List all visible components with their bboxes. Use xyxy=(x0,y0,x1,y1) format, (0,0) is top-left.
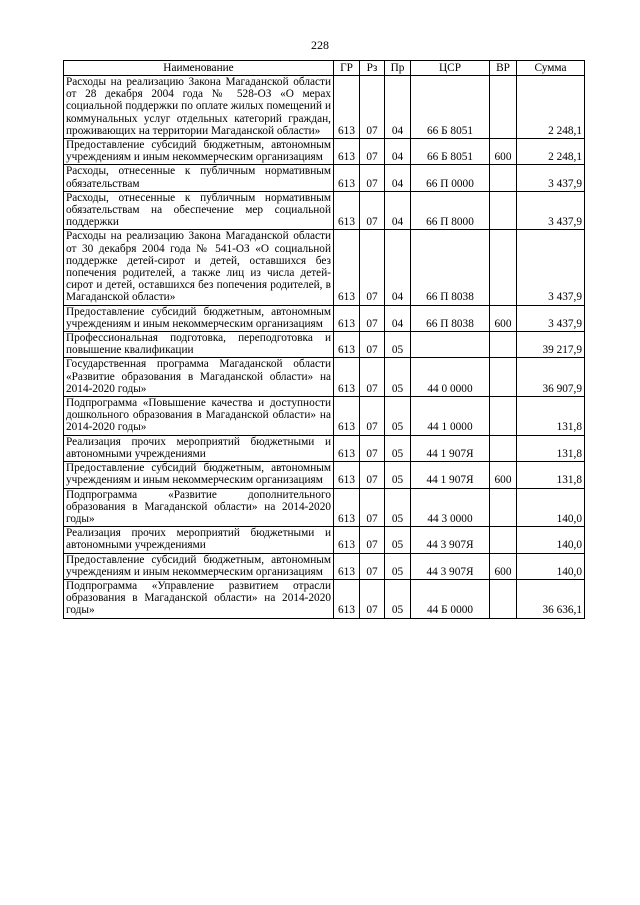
row-gr: 613 xyxy=(334,397,360,436)
row-vr xyxy=(490,76,517,139)
row-rz: 07 xyxy=(360,76,385,139)
header-vr: ВР xyxy=(490,61,517,76)
table-header-row xyxy=(64,61,585,76)
row-vr xyxy=(490,435,517,461)
table-row xyxy=(64,165,585,191)
header-csr: ЦСР xyxy=(411,61,490,76)
header-pr: Пр xyxy=(385,61,411,76)
page-number: 228 xyxy=(311,38,329,52)
row-sum: 2 248,1 xyxy=(517,76,585,139)
row-csr: 44 3 0000 xyxy=(411,488,490,527)
row-rz: 07 xyxy=(360,579,385,618)
table-row xyxy=(64,397,585,436)
row-rz: 07 xyxy=(360,397,385,436)
row-pr: 05 xyxy=(385,397,411,436)
budget-table xyxy=(63,60,585,619)
table-body xyxy=(64,76,585,619)
table-row xyxy=(64,230,585,305)
header-rz: Рз xyxy=(360,61,385,76)
row-sum: 3 437,9 xyxy=(517,191,585,230)
row-pr: 05 xyxy=(385,462,411,488)
row-name: Расходы на реализацию Закона Магаданской области от 28 декабря 2004 года № 528-ОЗ «О мерах социальной поддержки по оплате жилых помещений и коммунальных услуг отдельных категорий граждан, проживающих на территории Магаданской области» xyxy=(64,76,334,139)
row-csr: 44 3 907Я xyxy=(411,527,490,553)
table-row xyxy=(64,527,585,553)
row-sum: 131,8 xyxy=(517,462,585,488)
table-row xyxy=(64,139,585,165)
row-rz: 07 xyxy=(360,139,385,165)
row-gr: 613 xyxy=(334,305,360,331)
row-rz: 07 xyxy=(360,435,385,461)
row-rz: 07 xyxy=(360,488,385,527)
row-csr: 44 0 0000 xyxy=(411,358,490,397)
row-csr: 44 1 907Я xyxy=(411,462,490,488)
row-gr: 613 xyxy=(334,139,360,165)
row-pr: 04 xyxy=(385,165,411,191)
row-gr: 613 xyxy=(334,462,360,488)
row-pr: 05 xyxy=(385,332,411,358)
header-name: Наименование xyxy=(64,61,334,76)
row-csr: 66 Б 8051 xyxy=(411,76,490,139)
row-rz: 07 xyxy=(360,230,385,305)
row-sum: 39 217,9 xyxy=(517,332,585,358)
row-gr: 613 xyxy=(334,165,360,191)
table-row xyxy=(64,579,585,618)
row-name: Профессиональная подготовка, переподготовка и повышение квалификации xyxy=(64,332,334,358)
row-gr: 613 xyxy=(334,527,360,553)
table-row xyxy=(64,435,585,461)
row-name: Предоставление субсидий бюджетным, автономным учреждениям и иным некоммерческим организациям xyxy=(64,305,334,331)
row-pr: 05 xyxy=(385,527,411,553)
row-sum: 131,8 xyxy=(517,435,585,461)
row-name: Реализация прочих мероприятий бюджетными и автономными учреждениями xyxy=(64,527,334,553)
row-sum: 140,0 xyxy=(517,488,585,527)
row-sum: 3 437,9 xyxy=(517,165,585,191)
row-rz: 07 xyxy=(360,191,385,230)
row-name: Расходы на реализацию Закона Магаданской области от 30 декабря 2004 года № 541-ОЗ «О социальной поддержке детей-сирот и детей, оставшихся без попечения родителей, а также лиц из числа детей-сирот и детей, оставшихся без попечения родителей, в Магаданской области» xyxy=(64,230,334,305)
row-vr xyxy=(490,488,517,527)
row-vr xyxy=(490,191,517,230)
row-vr xyxy=(490,230,517,305)
row-csr: 44 1 0000 xyxy=(411,397,490,436)
row-name: Предоставление субсидий бюджетным, автономным учреждениям и иным некоммерческим организациям xyxy=(64,553,334,579)
row-rz: 07 xyxy=(360,553,385,579)
row-csr: 44 1 907Я xyxy=(411,435,490,461)
row-csr: 66 П 8038 xyxy=(411,305,490,331)
row-pr: 05 xyxy=(385,358,411,397)
row-name: Расходы, отнесенные к публичным нормативным обязательствам xyxy=(64,165,334,191)
row-rz: 07 xyxy=(360,305,385,331)
row-pr: 05 xyxy=(385,579,411,618)
row-pr: 04 xyxy=(385,76,411,139)
row-name: Расходы, отнесенные к публичным нормативным обязательствам на обеспечение мер социальной поддержки xyxy=(64,191,334,230)
table-row xyxy=(64,305,585,331)
row-pr: 04 xyxy=(385,230,411,305)
row-csr: 66 П 8038 xyxy=(411,230,490,305)
row-pr: 04 xyxy=(385,191,411,230)
header-sum: Сумма xyxy=(517,61,585,76)
row-gr: 613 xyxy=(334,358,360,397)
row-vr xyxy=(490,332,517,358)
row-rz: 07 xyxy=(360,332,385,358)
table-row xyxy=(64,76,585,139)
row-csr: 44 Б 0000 xyxy=(411,579,490,618)
row-vr xyxy=(490,165,517,191)
row-gr: 613 xyxy=(334,435,360,461)
row-vr: 600 xyxy=(490,305,517,331)
row-vr: 600 xyxy=(490,553,517,579)
row-pr: 05 xyxy=(385,553,411,579)
row-gr: 613 xyxy=(334,579,360,618)
row-vr: 600 xyxy=(490,139,517,165)
table-row xyxy=(64,462,585,488)
row-gr: 613 xyxy=(334,332,360,358)
row-csr: 66 Б 8051 xyxy=(411,139,490,165)
row-sum: 36 907,9 xyxy=(517,358,585,397)
row-csr xyxy=(411,332,490,358)
row-vr xyxy=(490,397,517,436)
row-csr: 66 П 0000 xyxy=(411,165,490,191)
row-name: Реализация прочих мероприятий бюджетными и автономными учреждениями xyxy=(64,435,334,461)
row-rz: 07 xyxy=(360,462,385,488)
row-vr xyxy=(490,527,517,553)
row-gr: 613 xyxy=(334,191,360,230)
table-row xyxy=(64,488,585,527)
row-pr: 05 xyxy=(385,488,411,527)
row-sum: 140,0 xyxy=(517,553,585,579)
row-name: Подпрограмма «Развитие дополнительного образования в Магаданской области» на 2014-2020 годы» xyxy=(64,488,334,527)
row-name: Предоставление субсидий бюджетным, автономным учреждениям и иным некоммерческим организациям xyxy=(64,462,334,488)
row-vr xyxy=(490,358,517,397)
row-name: Подпрограмма «Управление развитием отрасли образования в Магаданской области» на 2014-2020 годы» xyxy=(64,579,334,618)
row-sum: 3 437,9 xyxy=(517,230,585,305)
row-gr: 613 xyxy=(334,488,360,527)
table-row xyxy=(64,191,585,230)
row-vr xyxy=(490,579,517,618)
row-sum: 140,0 xyxy=(517,527,585,553)
row-sum: 3 437,9 xyxy=(517,305,585,331)
row-gr: 613 xyxy=(334,230,360,305)
row-sum: 131,8 xyxy=(517,397,585,436)
row-pr: 05 xyxy=(385,435,411,461)
row-rz: 07 xyxy=(360,358,385,397)
row-sum: 2 248,1 xyxy=(517,139,585,165)
header-gr: ГР xyxy=(334,61,360,76)
table-row xyxy=(64,553,585,579)
row-rz: 07 xyxy=(360,527,385,553)
row-vr: 600 xyxy=(490,462,517,488)
row-name: Государственная программа Магаданской области «Развитие образования в Магаданской области» на 2014-2020 годы» xyxy=(64,358,334,397)
row-csr: 66 П 8000 xyxy=(411,191,490,230)
row-rz: 07 xyxy=(360,165,385,191)
row-csr: 44 3 907Я xyxy=(411,553,490,579)
row-name: Подпрограмма «Повышение качества и доступности дошкольного образования в Магаданской области» на 2014-2020 годы» xyxy=(64,397,334,436)
row-sum: 36 636,1 xyxy=(517,579,585,618)
row-gr: 613 xyxy=(334,76,360,139)
row-gr: 613 xyxy=(334,553,360,579)
table-row xyxy=(64,358,585,397)
row-pr: 04 xyxy=(385,305,411,331)
row-pr: 04 xyxy=(385,139,411,165)
row-name: Предоставление субсидий бюджетным, автономным учреждениям и иным некоммерческим организациям xyxy=(64,139,334,165)
table-row xyxy=(64,332,585,358)
